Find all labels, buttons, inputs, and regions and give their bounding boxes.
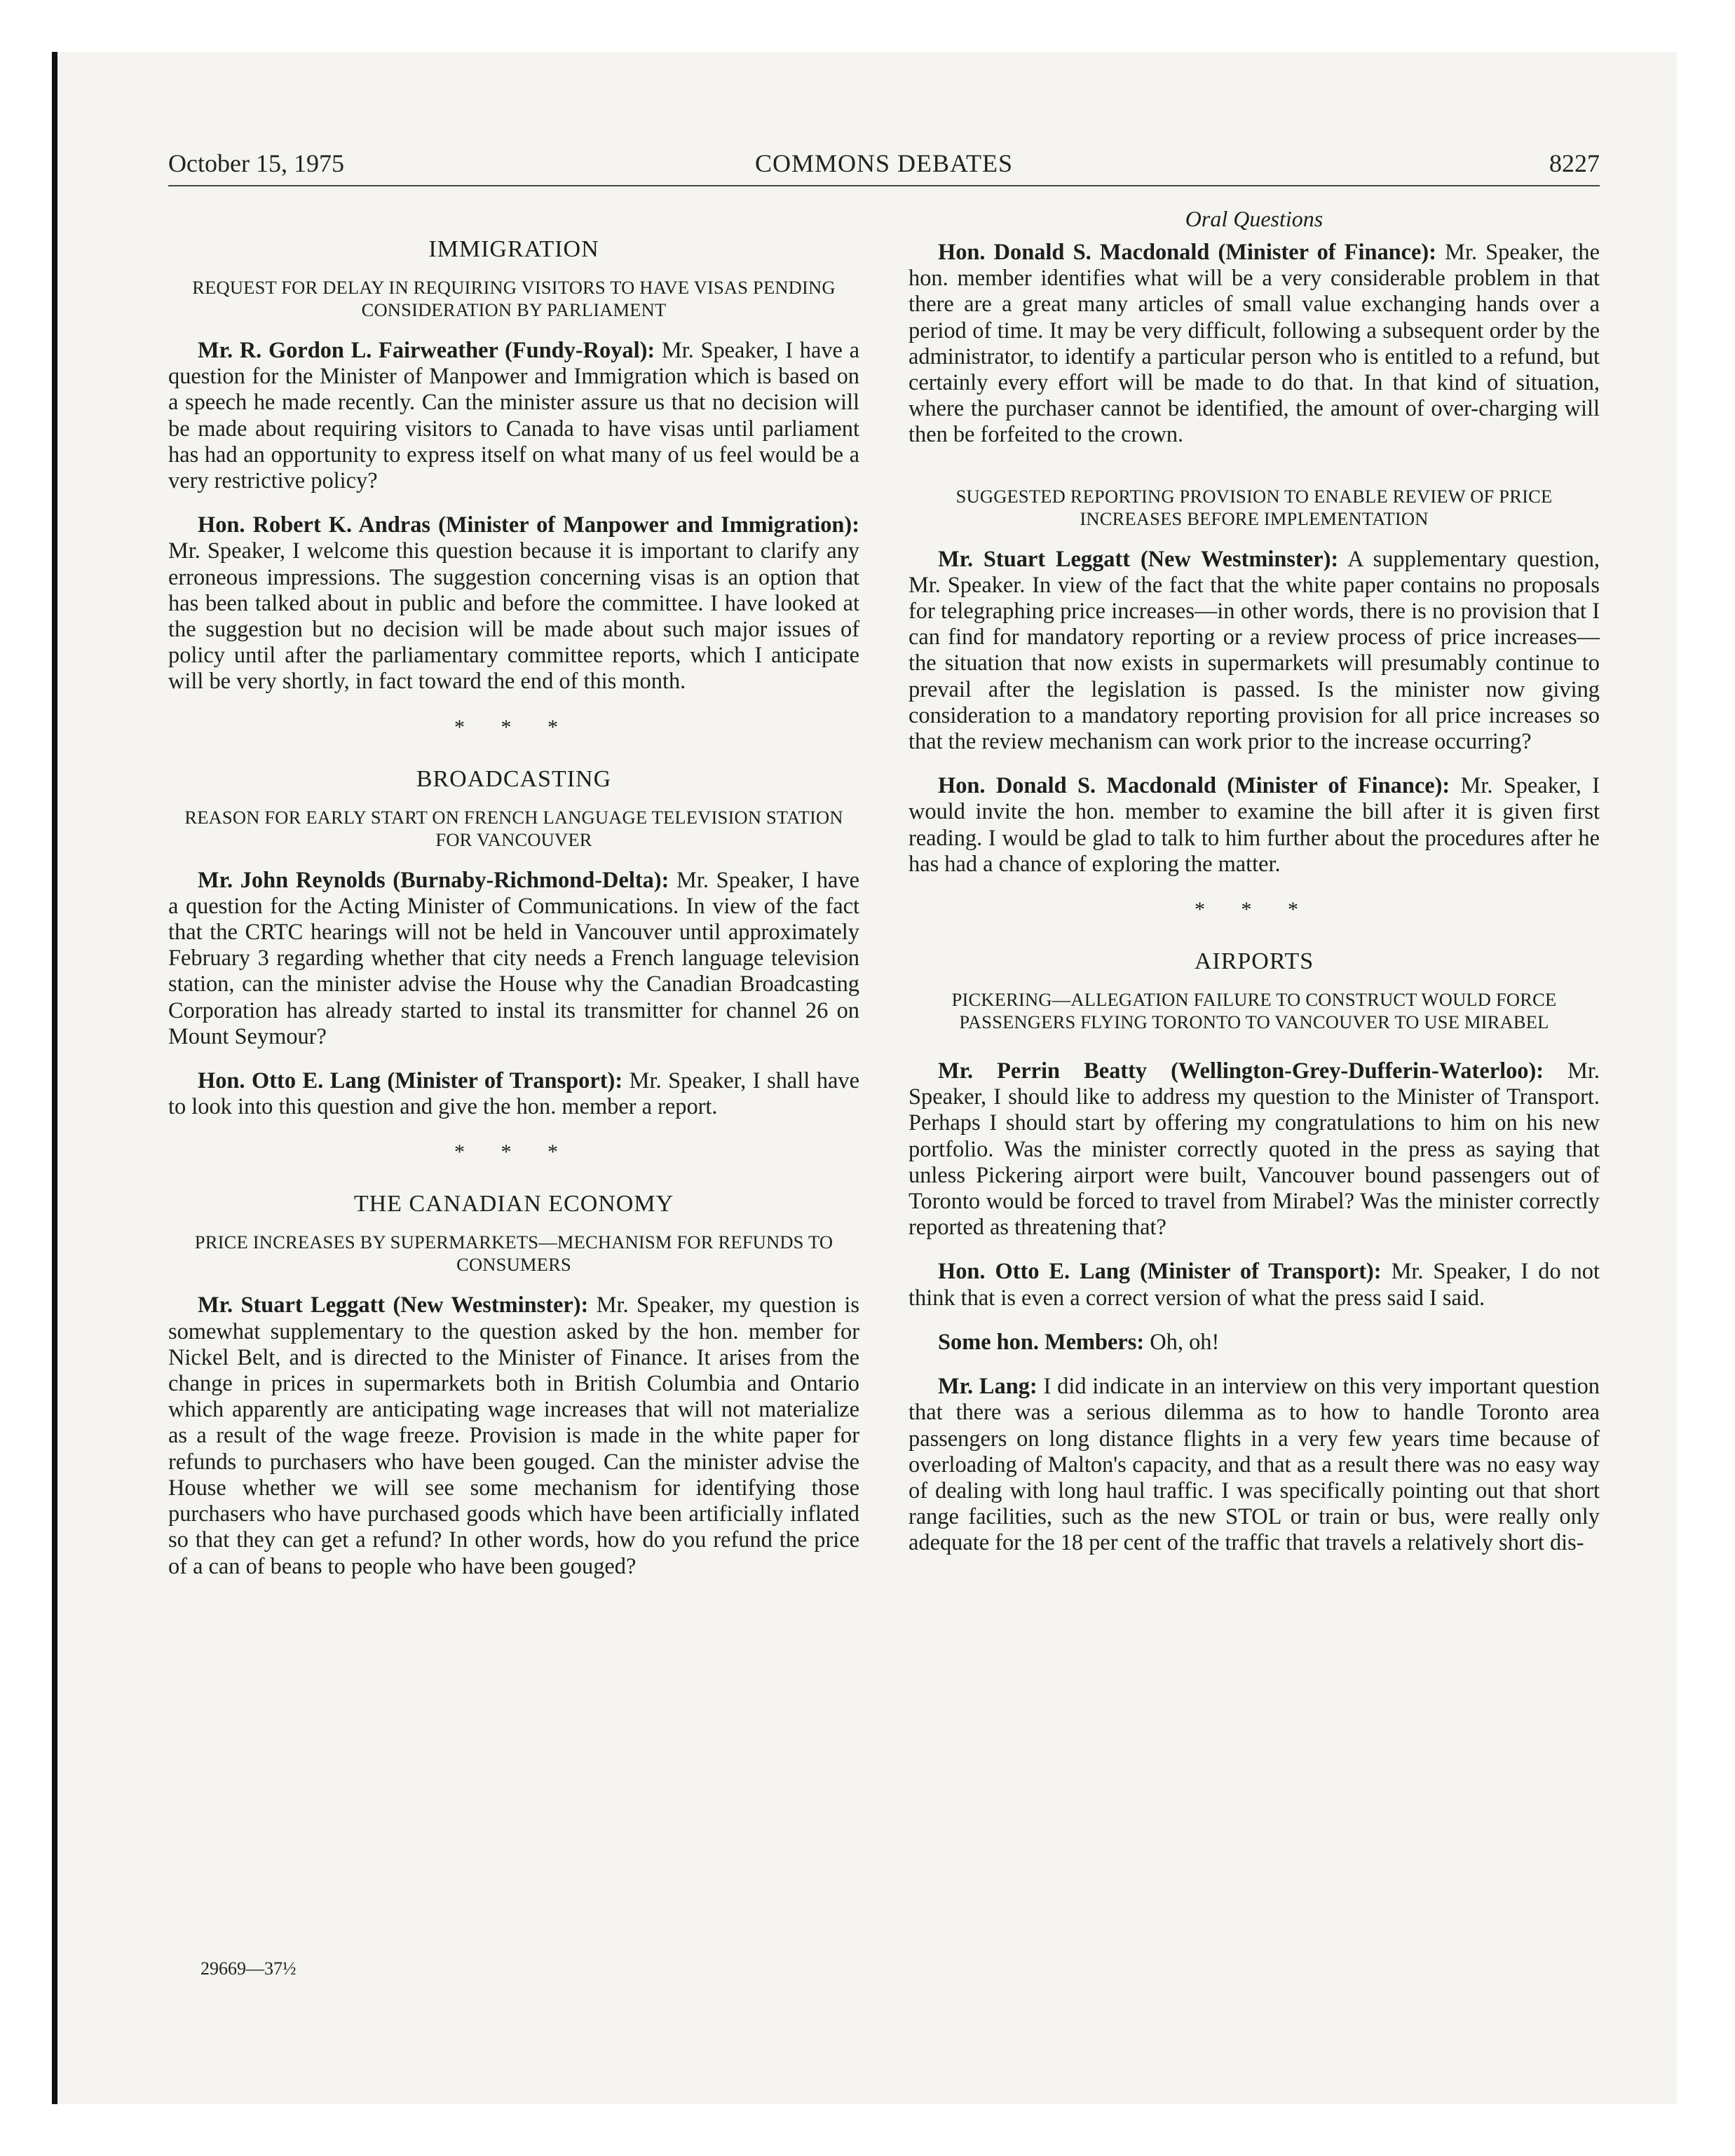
paragraph-reynolds — [168, 868, 859, 1050]
speaker-name: Hon. Robert K. Andras (Minister of Manpower and Immigration): — [198, 512, 859, 538]
speech-text: Oh, oh! — [1144, 1329, 1220, 1355]
footer-print-code: 29669—37½ — [200, 1958, 297, 1979]
speaker-name: Hon. Donald S. Macdonald (Minister of Finance): — [938, 240, 1437, 265]
speaker-name: Some hon. Members: — [938, 1329, 1145, 1355]
section-subtitle-visas: REQUEST FOR DELAY IN REQUIRING VISITORS TO HAVE VISAS PENDING CONSIDERATION BY PARLIAMENT — [192, 277, 836, 320]
left-column — [168, 203, 859, 1598]
speaker-name: Hon. Otto E. Lang (Minister of Transport): — [938, 1259, 1382, 1285]
speech-text: A supplementary question, Mr. Speaker. In view of the fact that the white paper contains no proposals for telegraphing price increases—in other words, there is no provision that I can find for mandatory reporting or a review process of price increases—the situation that now exists in supermarkets will presumably continue to prevail after the legislation is passed. Is the minister now giving consideration to a mandatory reporting provision for all price increases so that the review mechanism can work prior to the increase occurring? — [909, 546, 1600, 755]
section-title-broadcasting: BROADCASTING — [416, 765, 612, 792]
paragraph-lang — [168, 1068, 859, 1120]
speech-text: Mr. Speaker, I have a question for the Minister of Manpower and Immigration which is based on a speech he made recently. Can the minister assure us that no decision will be made about requiring visitors to Canada to have visas until parliament has had an opportunity to express itself on what many of us feel would be a very restrictive policy? — [168, 338, 859, 494]
section-title-airports: AIRPORTS — [1194, 948, 1314, 975]
paragraph-macdonald-reply — [909, 773, 1600, 878]
section-divider-stars: * * * — [1195, 898, 1314, 922]
paragraph-members — [909, 1330, 1600, 1356]
scan-top-margin — [57, 0, 1735, 50]
speech-text: Mr. Speaker, the hon. member identifies what will be a very considerable problem in that there are a great many articles of small value exchanging hands over a period of time. It may be very difficult, following a subsequent order by the administrator, to identify a particular person who is entitled to a refund, but certainly every effort will be made to do that. In that kind of situation, where the purchaser cannot be identified, the amount of over-charging will then be forfeited to the crown. — [909, 240, 1600, 448]
speech-text: Mr. Speaker, I do not think that is even a correct version of what the press said I said. — [909, 1259, 1600, 1311]
section-divider-stars: * * * — [454, 715, 573, 739]
speech-text: I did indicate in an interview on this very important question that there was a serious dilemma as to how to handle Toronto area passengers on long distance flights in a very few years time because of overloading of Malton's capacity, and that as a result there was no easy way of dealing with long haul traffic. I was specifically pointing out that short range facilities, such as the new STOL or train or bus, were really only adequate for the 18 per cent of the traffic that travels a relatively short dis- — [909, 1374, 1600, 1556]
speech-text: Mr. Speaker, I have a question for the Acting Minister of Communications. In view of the fact that the CRTC hearings will not be held in Vancouver until approximately February 3 regarding whether that city needs a French language television station, can the minister advise the House why the Canadian Broadcasting Corporation has already started to instal its transmitter for channel 26 on Mount Seymour? — [168, 867, 859, 1049]
paragraph-fairweather — [168, 338, 859, 494]
speech-text: Mr. Speaker, I shall have to look into this question and give the hon. member a report. — [168, 1068, 859, 1120]
speaker-name: Mr. Perrin Beatty (Wellington-Grey-Dufferin-Waterloo): — [938, 1058, 1544, 1084]
speaker-name: Hon. Otto E. Lang (Minister of Transport): — [198, 1068, 623, 1094]
speaker-name: Mr. John Reynolds (Burnaby-Richmond-Delta): — [198, 867, 669, 893]
section-subtitle-french-tv: REASON FOR EARLY START ON FRENCH LANGUAGE TELEVISION STATION FOR VANCOUVER — [184, 806, 843, 850]
paragraph-leggatt-supplementary — [909, 547, 1600, 756]
speech-text: Mr. Speaker, my question is somewhat supplementary to the question asked by the hon. member for Nickel Belt, and is directed to the Minister of Finance. It arises from the change in prices in supermarkets both in British Columbia and Ontario which apparently are anticipating wage increases that will not materialize as a result of the wage freeze. Provision is made in the white paper for refunds to purchasers who have been gouged. Can the minister advise the House whether we will see some mechanism for identifying those purchasers who have purchased goods which have been artificially inflated so that they can get a refund? In other words, how do you refund the price of a can of beans to people who have been gouged? — [168, 1292, 860, 1579]
paragraph-macdonald — [909, 240, 1600, 449]
speaker-name: Mr. Stuart Leggatt (New Westminster): — [198, 1292, 589, 1318]
paragraph-beatty — [909, 1058, 1600, 1241]
paragraph-leggatt — [168, 1292, 859, 1579]
header-title: COMMONS DEBATES — [754, 149, 1014, 177]
header-date: October 15, 1975 — [168, 149, 344, 177]
speech-text: Mr. Speaker, I welcome this question because it is important to clarify any erroneous impressions. The suggestion concerning visas is an option that has been talked about in public and before the committee. I have looked at the suggestion but no decision will be made about such major issues of policy until after the parliamentary committee reports, which I anticipate will be very shortly, in fact toward the end of this month. — [168, 538, 859, 695]
section-subtitle-pickering: PICKERING—ALLEGATION FAILURE TO CONSTRUCT WOULD FORCE PASSENGERS FLYING TORONTO TO VANCOUVER TO USE MIRABEL — [951, 989, 1557, 1033]
running-head: Oral Questions — [1185, 206, 1324, 231]
speaker-name: Mr. Lang: — [938, 1374, 1037, 1400]
paragraph-andras — [168, 512, 859, 695]
speaker-name: Mr. Stuart Leggatt (New Westminster): — [938, 546, 1339, 572]
right-column — [909, 203, 1600, 1575]
page-header — [168, 146, 1600, 186]
paragraph-lang-reply — [909, 1259, 1600, 1311]
section-subtitle-supermarkets: PRICE INCREASES BY SUPERMARKETS—MECHANISM FOR REFUNDS TO CONSUMERS — [194, 1231, 834, 1276]
section-divider-stars: * * * — [454, 1140, 573, 1164]
section-subtitle-reporting: SUGGESTED REPORTING PROVISION TO ENABLE REVIEW OF PRICE INCREASES BEFORE IMPLEMENTATION — [955, 485, 1553, 529]
speaker-name: Mr. R. Gordon L. Fairweather (Fundy-Royal): — [198, 338, 655, 363]
section-title-economy: THE CANADIAN ECONOMY — [353, 1191, 674, 1217]
speech-text: Mr. Speaker, I should like to address my question to the Minister of Transport. Perhaps I should start by offering my congratulations to him on his new portfolio. Was the minister correctly quoted in the press as saying that unless Pickering airport were built, Vancouver bound passengers out of Toronto would be forced to travel from Mirabel? Was the minister correctly reported as threatening that? — [909, 1058, 1600, 1241]
speech-text: Mr. Speaker, I would invite the hon. member to examine the bill after it is given first reading. I would be glad to talk to him further about the procedures after he has had a chance of exploring the matter. — [909, 773, 1600, 877]
scan-margin — [0, 0, 50, 2156]
paragraph-lang-interview — [909, 1374, 1600, 1556]
section-title-immigration: IMMIGRATION — [428, 236, 599, 262]
binding-edge — [52, 52, 57, 2104]
speaker-name: Hon. Donald S. Macdonald (Minister of Finance): — [938, 773, 1450, 799]
header-page-number: 8227 — [1549, 149, 1600, 177]
